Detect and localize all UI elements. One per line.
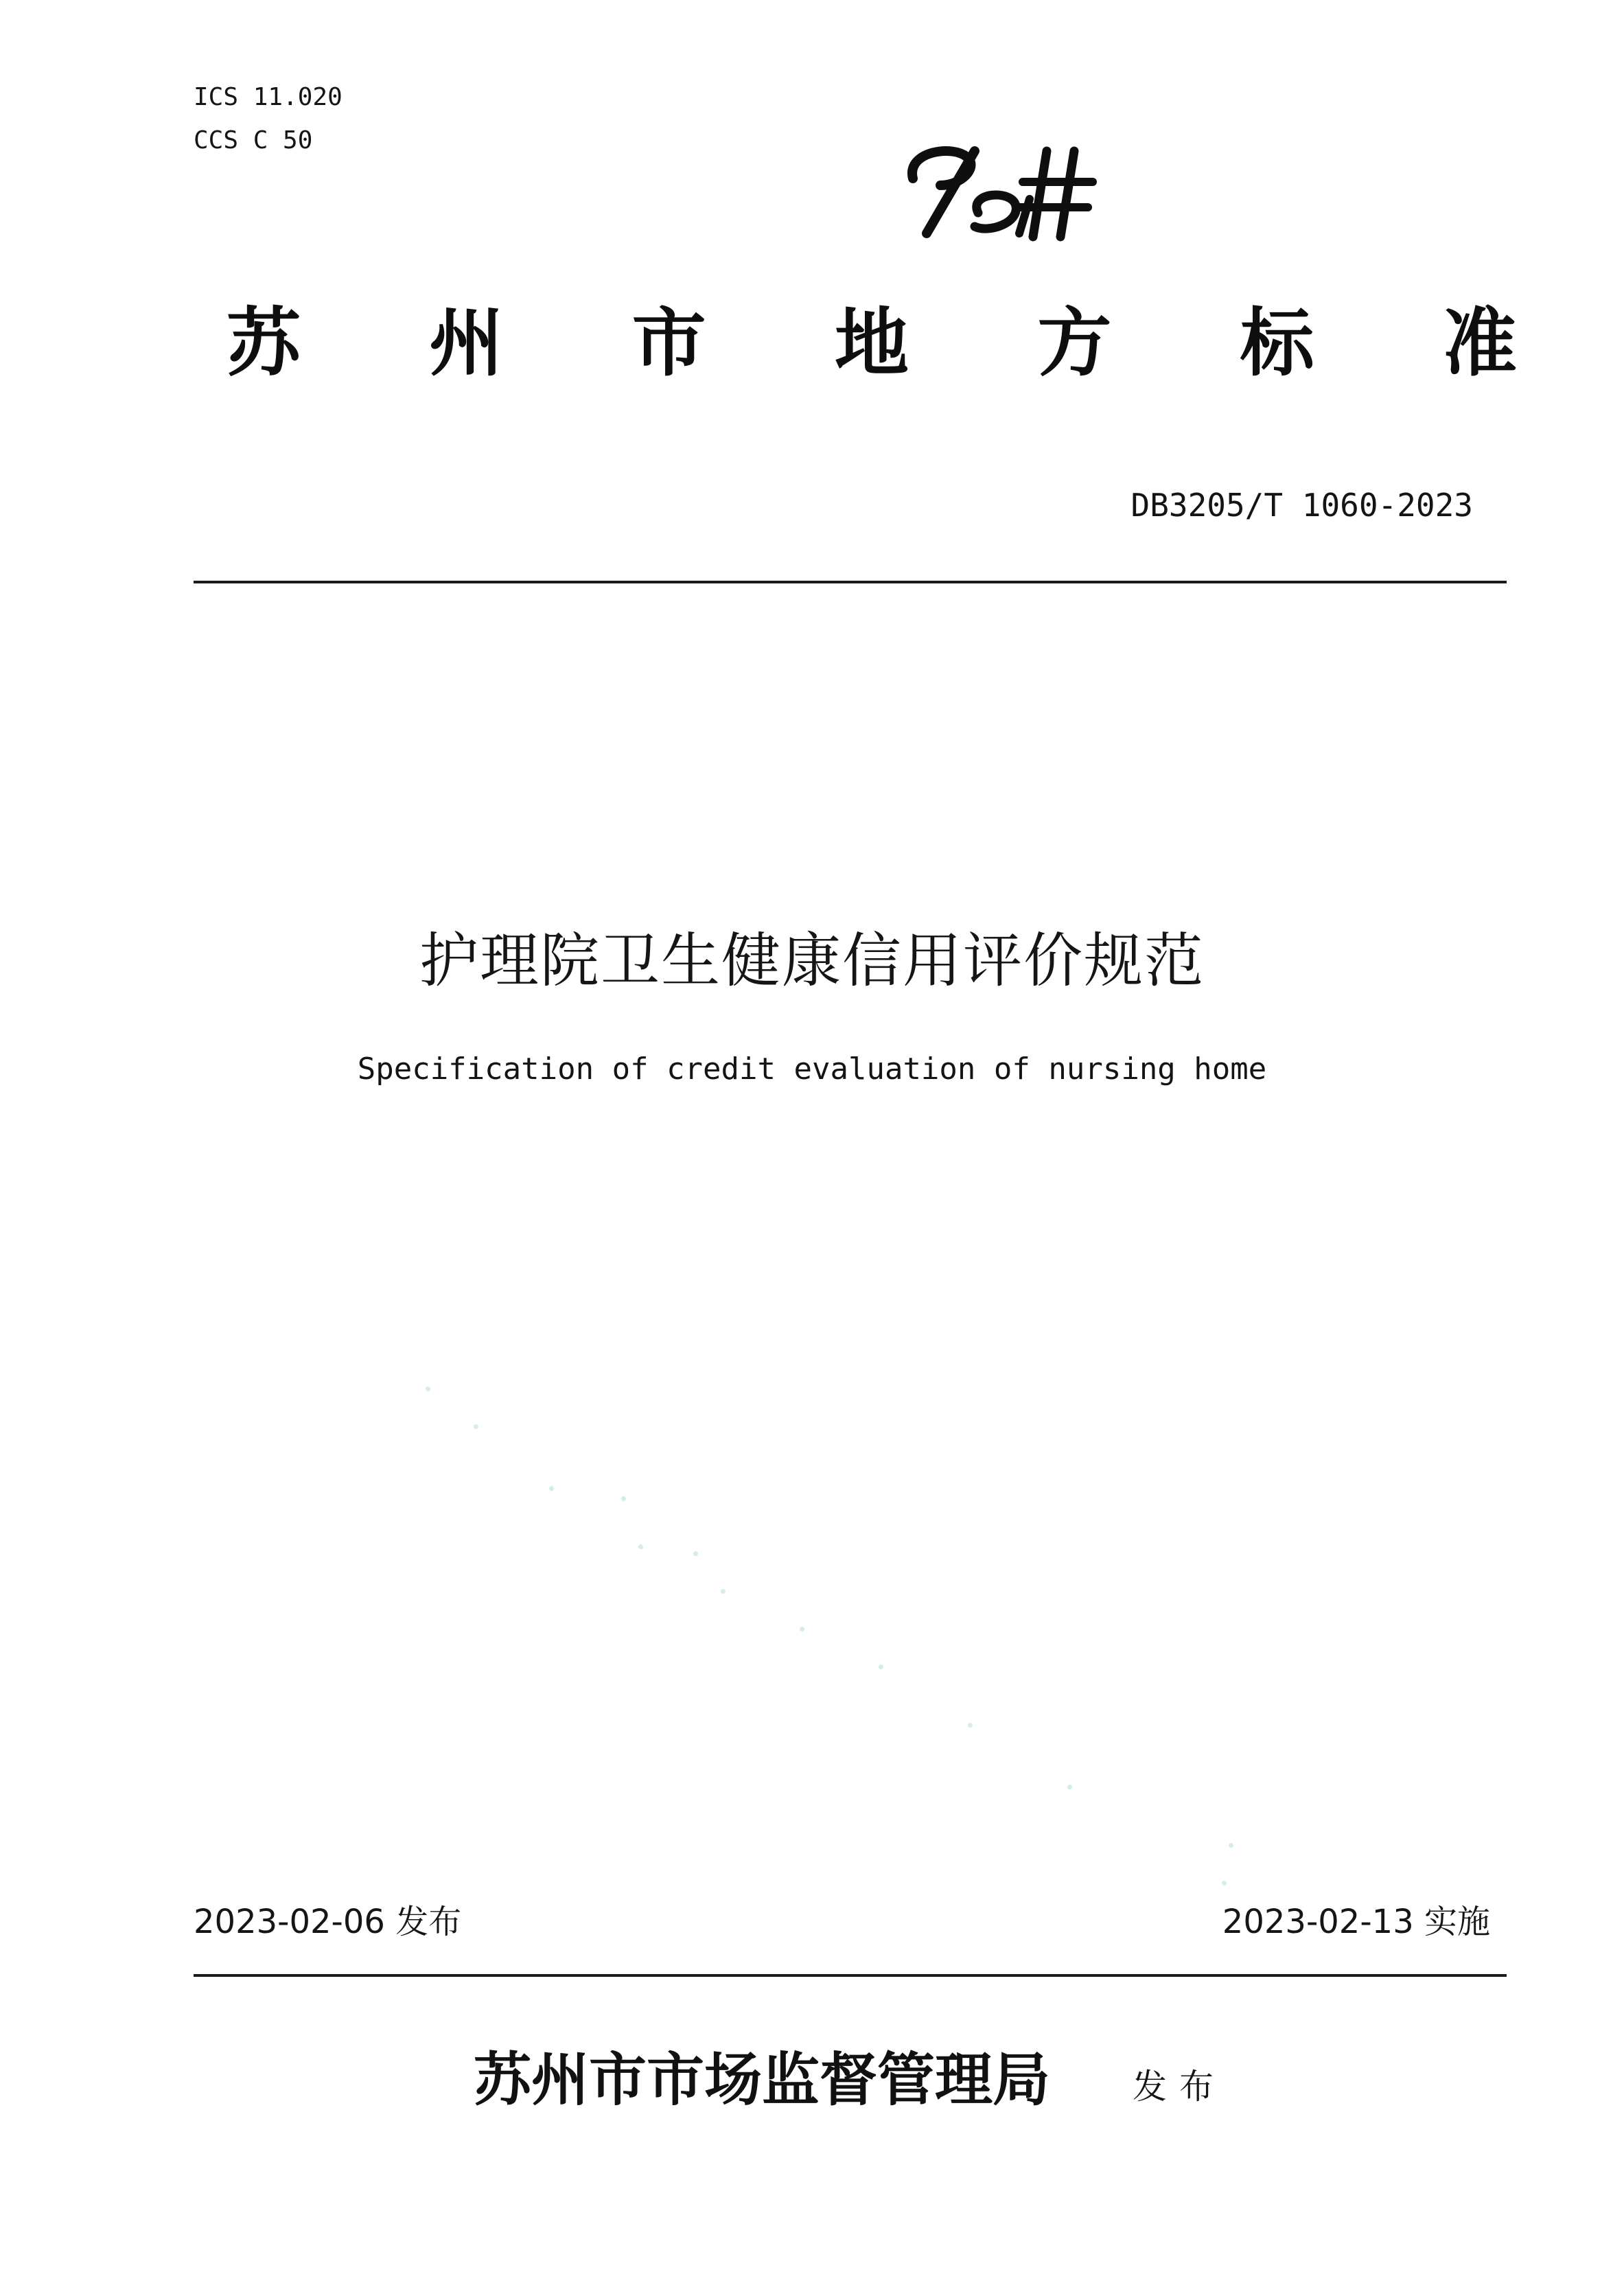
category-char: 州 bbox=[429, 300, 504, 386]
top-divider bbox=[194, 581, 1507, 583]
category-char: 地 bbox=[834, 300, 909, 386]
db-local-standard-logo-icon bbox=[892, 130, 1098, 247]
document-title-chinese: 护理院卫生健康信用评价规范 bbox=[419, 927, 1205, 995]
publisher-name: 苏州市市场监督管理局 bbox=[474, 2045, 1051, 2113]
ics-code: ICS 11.020 bbox=[194, 83, 343, 111]
category-char: 市 bbox=[631, 300, 706, 386]
standard-number: DB3205/T 1060-2023 bbox=[1130, 487, 1473, 524]
bottom-divider bbox=[194, 1974, 1507, 1977]
implementation-date: 2023-02-13 实施 bbox=[1222, 1903, 1490, 1941]
document-title-english: Specification of credit evaluation of nursing home bbox=[357, 1052, 1267, 1087]
ccs-code: CCS C 50 bbox=[194, 126, 313, 154]
standard-category-title bbox=[227, 288, 1517, 398]
issue-date: 2023-02-06 发布 bbox=[194, 1903, 462, 1941]
category-char: 准 bbox=[1442, 300, 1517, 386]
category-char: 苏 bbox=[227, 300, 301, 386]
category-char: 方 bbox=[1037, 300, 1112, 386]
publish-label: 发布 bbox=[1133, 2067, 1226, 2107]
category-char: 标 bbox=[1240, 300, 1314, 386]
